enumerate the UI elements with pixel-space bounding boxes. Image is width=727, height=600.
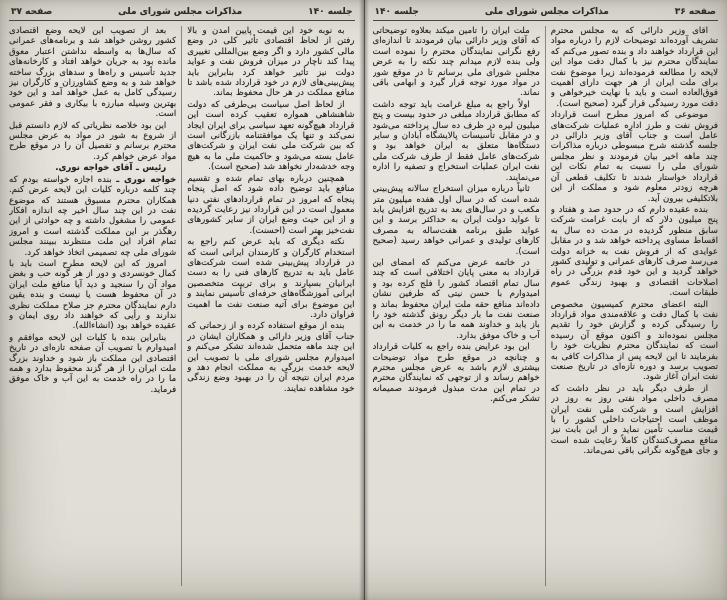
paragraph: البته اعضای محترم کمیسیون مخصوص نفت با کمال دقت و علاقه‌مندی مواد قرارداد را رسیدگی کرده و گزارش خود را تقدیم مجلس نموده‌اند و اکنون موقع آن رسیده است که نمایندگان محترم نظریات خود را بفرمایند تا این لایحه پس از مذاکرات کافی به تصویب برسد و دوره تازه‌ای در تاریخ صنعت نفت ایران آغاز شود. [550, 299, 718, 383]
session-label: جلسه ۱۴۰ [308, 7, 353, 17]
page-right-header [373, 7, 719, 21]
column-divider [181, 26, 182, 586]
paragraph: به نوبه خود این قیمت پایین آمدن و بالا رفتن از لحاظ اقتصادی تأثیر کلی در وضع مالی کشور دارد و اگر وضع بین‌المللی تغییری پیدا کند ناچار در میزان فروش نفت و عواید دولت نیز تأثیر خواهد کرد بنابراین باید پیش‌بینی‌های لازم در خود قرارداد شده باشد تا منافع مملکت در هر حال محفوظ بماند. [187, 26, 355, 99]
paragraph: اولاً راجع به مبلغ غرامت باید توجه داشت که مطابق قرارداد مبلغی در حدود بیست و پنج میلیون لیره در ظرف ده سال پرداخته می‌شود و در مقابل تأسیسات پالایشگاه آبادان و سایر دستگاه‌ها متعلق به ایران خواهد بود و شرکت‌های عامل فقط از طرف شرکت ملی نفت ایران عملیات استخراج و تصفیه را اداره می‌نمایند. [372, 99, 540, 183]
paragraph: این بود خلاصه نظریاتی که لازم دانستم قبل از شروع به شور در مواد به عرض مجلس محترم برسانم و تفصیل آن را در موقع طرح مواد عرض خواهم کرد. [9, 120, 177, 162]
paragraph: این بود عرایض بنده راجع به کلیات قرارداد و چنانچه در موقع طرح مواد توضیحات بیشتری لازم باشد به عرض مجلس محترم خواهم رساند و از توجهی که نمایندگان محترم در تمام این مدت مبذول فرمودند صمیمانه تشکر می‌کنم. [372, 342, 540, 405]
page-title: مذاکرات مجلس شورای ملی [484, 7, 609, 17]
paragraph: در خاتمه عرض می‌کنم که امضای این قرارداد به معنی پایان اختلافی است که چند سال تمام اقتصاد کشور را فلج کرده بود و امیدوارم با حسن نیتی که طرفین نشان داده‌اند منافع حقه ملت ایران محفوظ بماند و صنعت نفت ما بار دیگر رونق گذشته خود را باز یابد و خداوند همه ما را در خدمت به این آب و خاک موفق بدارد. [372, 257, 540, 341]
speech-text: بنده اجازه خواسته بودم که چند کلمه درباره کلیات این لایحه عرض کنم. همکاران محترم مسبوق هستند که موضوع نفت در این چند سال اخیر چه اندازه افکار عمومی را مشغول داشته و چه حوادثی از این رهگذر بر این مملکت گذشته است و امروز تمام افراد این ملت منتظرند ببینند مجلس شورای ملی چه تصمیمی اتخاذ خواهد کرد. [9, 174, 177, 258]
page-right-column-left [373, 26, 540, 586]
paragraph: امروز که این لایحه مطرح است باید با کمال خونسردی و دور از هر گونه حب و بغض مواد آن را سنجید و دید آیا منافع ملت ایران در آن محفوظ هست یا نیست و بنده یقین دارم نمایندگان محترم جز صلاح مملکت نظری ندارند و رأیی که خواهند داد روی ایمان و عقیده خواهد بود (انشاءالله). [9, 258, 177, 332]
page-right-body [373, 26, 719, 586]
page-left-column-right [187, 26, 354, 586]
paragraph: آقای وزیر دارائی که به مجلس محترم تشریف آورده‌اند توضیحات لازم را درباره مواد این قرارداد خواهند داد و بنده تصور می‌کنم که نمایندگان محترم نیز با کمال دقت مواد این لایحه را مطالعه فرموده‌اند زیرا موضوع نفت برای ملت ایران از هر جهت دارای اهمیت فوق‌العاده است و باید با نهایت خیرخواهی و دقت مورد رسیدگی قرار گیرد (صحیح است). [550, 26, 718, 109]
speaker-name: خواجه نوری ـ [116, 174, 177, 185]
paragraph: ملت ایران را تأمین میکند بعلاوه توضیحاتی که آقای وزیر دارائی بیان فرمودند تا اندازه‌ای رفع نگرانی نمایندگان محترم را نموده است ولی بنده لازم میدانم چند نکته را به عرض مجلس شورای ملی برسانم تا در موقع شور در مواد مورد توجه قرار گیرد و ابهامی باقی نماند. [372, 26, 540, 99]
page-left-column-left [9, 26, 176, 586]
page-number: صفحه ۳۷ [11, 7, 53, 17]
paragraph: از لحاظ اصل سیاست بی‌طرفی که دولت شاهنشاهی همواره تعقیب کرده است این قرارداد هیچ‌گونه تعهد سیاسی برای ایران ایجاد نمی‌کند و تنها یک موافقتنامه بازرگانی است که بین شرکت ملی نفت ایران و شرکت‌های عامل بسته می‌شود و حاکمیت ملی ما به هیچ وجه خدشه‌دار نخواهد شد (صحیح است). [187, 99, 355, 173]
page-number: صفحه ۳۶ [674, 7, 716, 17]
paragraph: همچنین درباره بهای تمام شده و تقسیم منافع باید توضیح داده شود که اصل پنجاه پنجاه که امروز در تمام قراردادهای نفتی دنیا معمول است در این قرارداد نیز رعایت گردیده و از این حیث وضع ایران از سایر کشورهای نفت‌خیز بهتر است (احسنت). [187, 173, 355, 236]
page-right-column-right [551, 26, 718, 586]
paragraph: موضوعی که امروز مطرح است قرارداد فروش نفت و طرز اداره عملیات شرکت‌های عامل است و جناب آقای وزیر دارائی در جلسه گذشته شرح مبسوطی درباره مذاکرات چند ماهه اخیر بیان فرمودند و نظر مجلس شورای ملی را نسبت به تمام نکات این قرارداد خواستار شدند تا تکلیف قطعی آن هرچه زودتر معلوم شود و مملکت از این بلاتکلیفی بیرون آید. [550, 110, 718, 204]
chair-announcement: رئیس ـ آقای خواجه نوری. [55, 163, 167, 174]
paragraph: بنده از موقع استفاده کرده و از زحماتی که جناب آقای وزیر دارائی و همکاران ایشان در این چند ماهه متحمل شده‌اند تشکر می‌کنم و امیدوارم مجلس شورای ملی با تصویب این لایحه خدمت بزرگی به مملکت انجام دهد و مردم ایران نتیجه آن را در بهبود وضع زندگی خود مشاهده نمایند. [187, 321, 355, 394]
page-right [364, 0, 727, 600]
session-label: جلسه ۱۴۰ [374, 7, 419, 17]
page-title: مذاکرات مجلس شورای ملی [118, 7, 243, 17]
speech-paragraph [9, 175, 176, 258]
paragraph: ثانیاً درباره میزان استخراج سالانه پیش‌بینی شده است که در سال اول هفده میلیون متر مکعب و در سال‌های بعد به تدریج افزایش یابد تا عواید دولت ایران به حداکثر برسد و این عواید طبق برنامه هفت‌ساله به مصرف کارهای تولیدی و عمرانی خواهد رسید (صحیح است). [372, 184, 540, 257]
paragraph: از طرف دیگر باید در نظر داشت که مصرف داخلی مواد نفتی روز به روز در افزایش است و شرکت ملی نفت ایران موظف است احتیاجات داخلی کشور را با قیمت مناسب تأمین نماید و از این بابت نیز منافع مصرف‌کنندگان کاملاً رعایت شده است و جای هیچ‌گونه نگرانی باقی نمی‌ماند. [550, 383, 718, 457]
column-divider [545, 26, 546, 586]
paragraph: بنده عقیده دارم که در حدود صد و هفتاد و پنج میلیون دلار که از بابت غرامت شرکت سابق منظور گردیده در مدت ده سال به اقساط مساوی پرداخته خواهد شد و در مقابل عوایدی که از فروش نفت به خزانه دولت می‌رسد صرف کارهای عمرانی و تولیدی کشور خواهد گردید و این خود قدم بزرگی در راه اصلاحات اقتصادی و بهبود زندگی عموم طبقات است. [550, 204, 718, 299]
page-left-header [9, 7, 355, 21]
paragraph: بعد از تصویب این لایحه وضع اقتصادی کشور روشن خواهد شد و برنامه‌های عمرانی که سال‌ها به واسطه نداشتن اعتبار معوق مانده بود به جریان خواهد افتاد و کارخانه‌های جدید تأسیس و راه‌ها و سدهای بزرگ ساخته خواهد شد و به وضع کشاورزان و کارگران نیز رسیدگی کامل به عمل خواهد آمد و این خود بهترین وسیله مبارزه با بیکاری و فقر عمومی است. [9, 26, 177, 120]
paragraph: نکته دیگری که باید عرض کنم راجع به استخدام کارگران و کارمندان ایرانی است که در قرارداد پیش‌بینی شده است شرکت‌های عامل باید به تدریج کارهای فنی را به دست ایرانیان بسپارند و برای تربیت متخصصین ایرانی آموزشگاه‌های حرفه‌ای تأسیس نمایند و این موضوع برای آتیه صنعت نفت ما اهمیت فراوان دارد. [187, 237, 355, 320]
page-left-body [9, 26, 355, 586]
paragraph: بنابراین بنده با کلیات این لایحه موافقم و امیدوارم با تصویب آن صفحه تازه‌ای در تاریخ اقتصادی این مملکت باز شود و خداوند بزرگ ملت ایران را از هر گزند محفوظ بدارد و همه ما را در راه خدمت به این آب و خاک موفق فرماید. [9, 332, 177, 395]
